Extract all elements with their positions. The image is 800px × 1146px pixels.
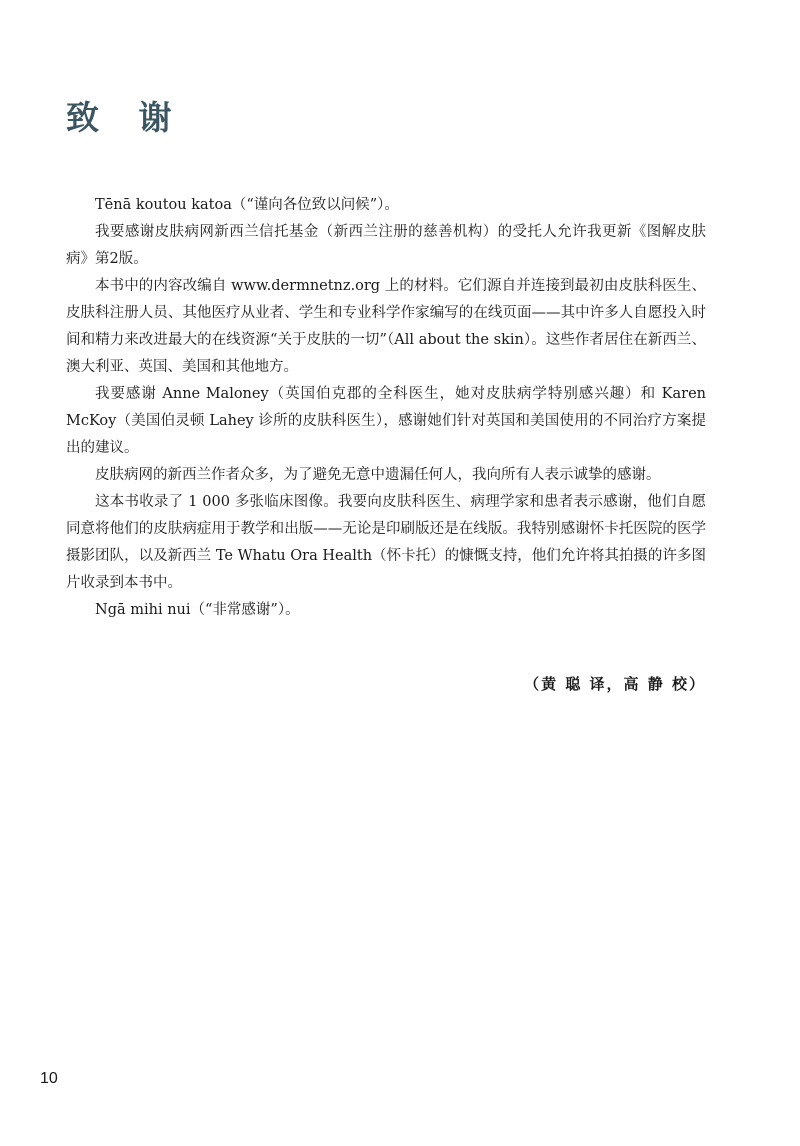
- translator-credit: （黄 聪 译，高 静 校）: [524, 675, 706, 693]
- paragraph-images: 这本书收录了 1 000 多张临床图像。我要向皮肤科医生、病理学家和患者表示感谢，他们自愿同意将他们的皮肤病症用于教学和出版——无论是印刷版还是在线版。我特别感谢怀卡托医院的医学摄影团队，以及新西兰 Te Whatu Ora Health（怀卡托）的慷慨支持，他们允许将其拍摄的许多图片收录到本书中。: [66, 494, 706, 591]
- paragraph-trust: 我要感谢皮肤病网新西兰信托基金（新西兰注册的慈善机构）的受托人允许我更新《图解皮肤病》第2版。: [66, 224, 706, 267]
- page-number: 10: [40, 1070, 58, 1087]
- paragraph-nz-authors: 皮肤病网的新西兰作者众多，为了避免无意中遗漏任何人，我向所有人表示诚挚的感谢。: [95, 467, 661, 483]
- page-title: 致 谢: [66, 98, 186, 137]
- paragraph-source: 本书中的内容改编自 www.dermnetnz.org 上的材料。它们源自并连接到最初由皮肤科医生、皮肤科注册人员、其他医疗从业者、学生和专业科学作家编写的在线页面——其中许多人自愿投入时间和精力来改进最大的在线资源“关于皮肤的一切”（All about the skin）。这些作者居住在新西兰、澳大利亚、英国、美国和其他地方。: [66, 278, 706, 375]
- acknowledgements-body: [66, 192, 706, 624]
- paragraph-advisors: 我要感谢 Anne Maloney（英国伯克郡的全科医生，她对皮肤病学特别感兴趣）和 Karen McKoy（美国伯灵顿 Lahey 诊所的皮肤科医生），感谢她们针对英国和美国使用的不同治疗方案提出的建议。: [66, 386, 706, 456]
- paragraph-thanks: Ngā mihi nui（“非常感谢”）。: [95, 602, 300, 618]
- paragraph-greeting: Tēnā koutou katoa（“谨向各位致以问候”）。: [95, 197, 399, 213]
